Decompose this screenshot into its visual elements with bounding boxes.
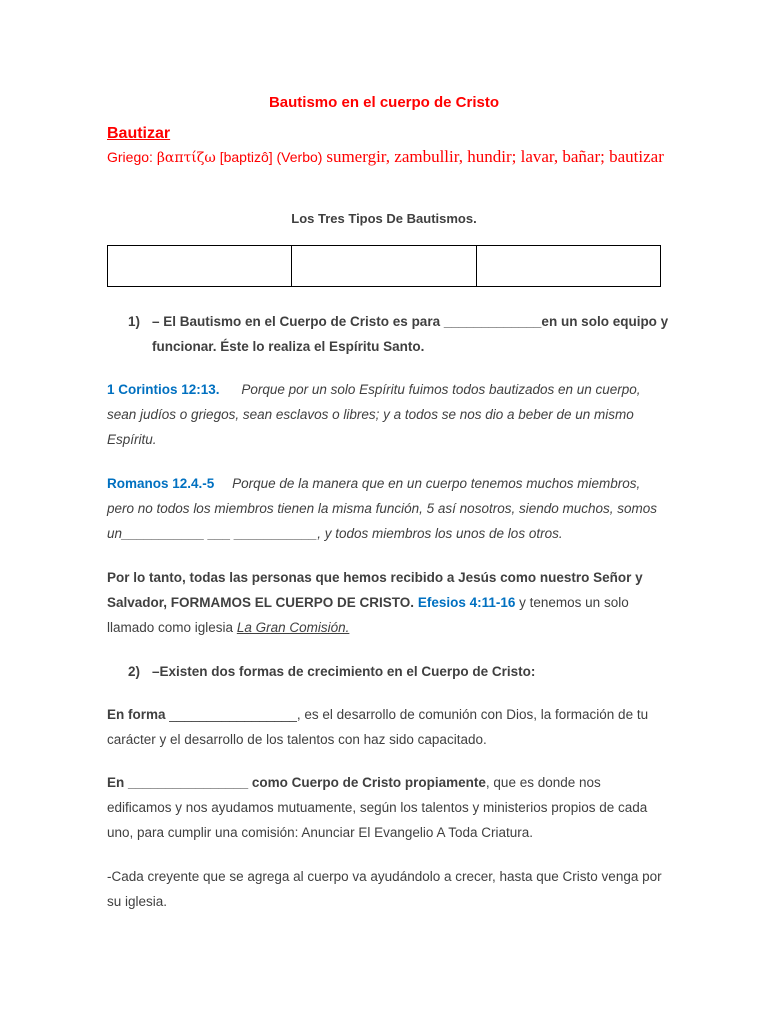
- gran-comision-link[interactable]: La Gran Comisión.: [236, 620, 350, 635]
- paragraph-2-text: _________________, es el desarrollo de comunión con Dios, la formación de tu carácter y el desarrollo de los talentos con haz sido capacitado.: [107, 707, 649, 747]
- point-2-text: –Existen dos formas de crecimiento en el Cuerpo de Cristo:: [152, 664, 536, 679]
- greek-word: βαπτίζω: [156, 150, 216, 166]
- section-subtitle: Los Tres Tipos De Bautismos.: [291, 211, 477, 226]
- paragraph-2-lead: En forma: [107, 707, 166, 722]
- point-1-number: 1): [128, 314, 141, 329]
- paragraph-3-lead: En ________________ como Cuerpo de Cristo propiamente: [107, 775, 486, 790]
- verse-2: [107, 471, 667, 546]
- paragraph-1-reference[interactable]: Efesios 4:11-16: [417, 595, 516, 610]
- transliteration: [baptizô] (Verbo): [219, 149, 323, 165]
- baptism-types-table: [107, 245, 661, 287]
- table-cell: [108, 246, 292, 287]
- paragraph-2: [107, 702, 667, 752]
- paragraph-1-text: y tenemos un solo llamado como iglesia: [107, 595, 629, 635]
- point-1-text: – El Bautismo en el Cuerpo de Cristo es para _____________en un solo equipo y funcionar. Éste lo realiza el Espíritu Santo.: [152, 314, 669, 354]
- verse-2-text: Porque de la manera que en un cuerpo tenemos muchos miembros, pero no todos los miembros tienen la misma función, 5 así nosotros, siendo muchos, somos un___________ ___ ___________, y todos miembros los unos de los otros.: [107, 476, 658, 541]
- verse-1-reference[interactable]: 1 Corintios 12:13.: [107, 382, 220, 397]
- point-2-number: 2): [128, 664, 141, 679]
- paragraph-1: [107, 565, 667, 640]
- verse-1-text: Porque por un solo Espíritu fuimos todos bautizados en un cuerpo, sean judíos o griegos, sean esclavos o libres; y a todos se nos dio a beber de un mismo Espíritu.: [107, 382, 641, 447]
- table-cell: [292, 246, 476, 287]
- document-title: Bautismo en el cuerpo de Cristo: [268, 94, 500, 111]
- verse-2-reference[interactable]: Romanos 12.4.-5: [107, 476, 215, 491]
- definition-meaning: sumergir, zambullir, hundir; lavar, bañar; bautizar: [326, 147, 664, 166]
- table-cell: [476, 246, 660, 287]
- paragraph-1-bold: Por lo tanto, todas las personas que hemos recibido a Jesús como nuestro Señor y Salvador, FORMAMOS EL CUERPO DE CRISTO.: [107, 570, 643, 610]
- paragraph-3: [107, 770, 667, 845]
- verse-1: [107, 377, 667, 452]
- greek-label: Griego:: [107, 149, 153, 165]
- definition-heading: Bautizar: [107, 125, 171, 142]
- paragraph-3-text: , que es donde nos edificamos y nos ayudamos mutuamente, según los talentos y ministerios propios de cada uno, para cumplir una comisión: Anunciar El Evangelio A Toda Criatura.: [107, 775, 648, 840]
- definition-line: [107, 146, 667, 169]
- paragraph-4: -Cada creyente que se agrega al cuerpo va ayudándolo a crecer, hasta que Cristo venga por su iglesia.: [107, 869, 662, 909]
